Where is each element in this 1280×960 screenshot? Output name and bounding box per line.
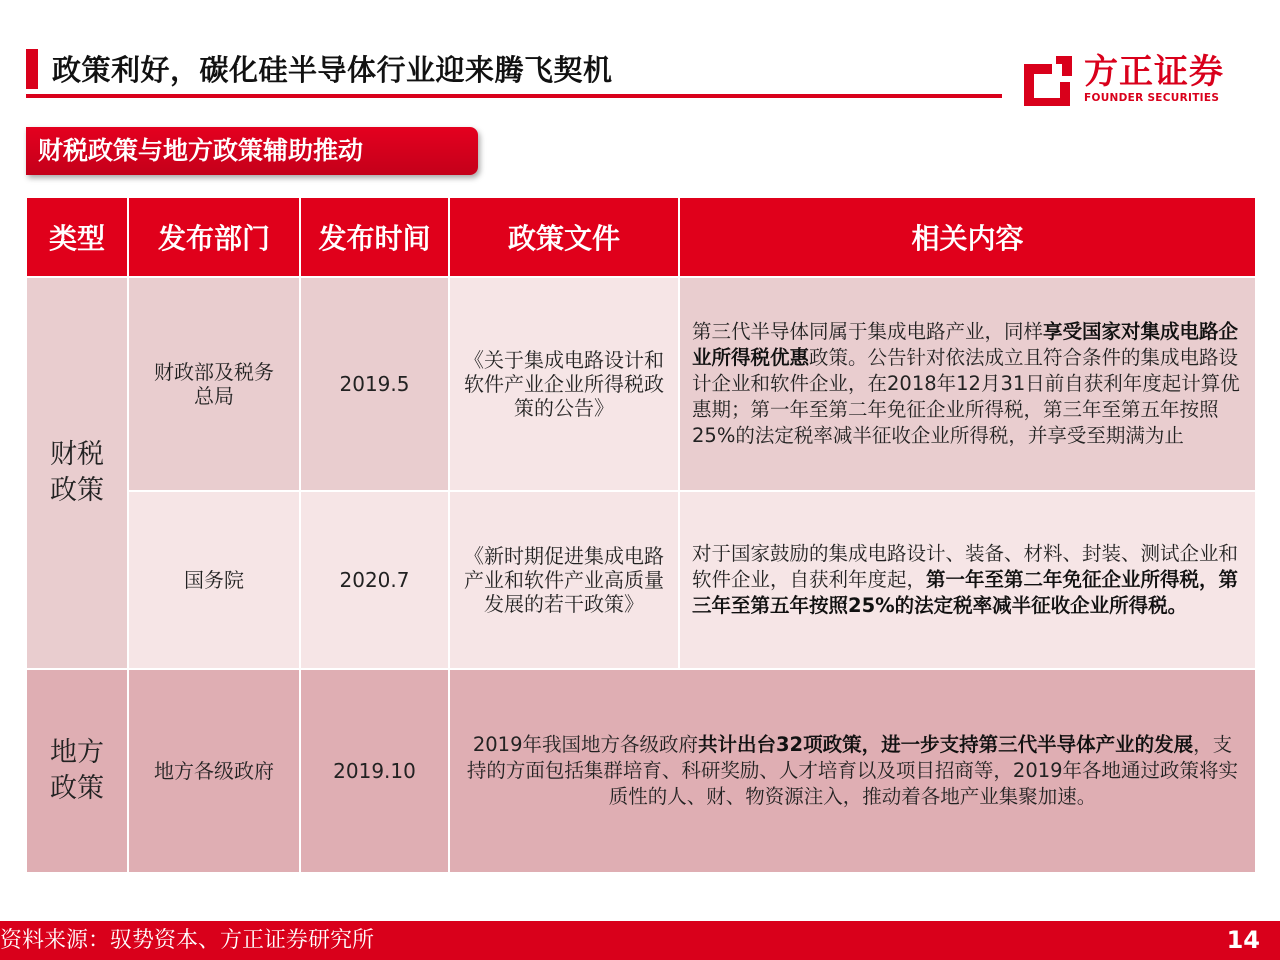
logo-text-en: FOUNDER SECURITIES [1084, 92, 1220, 104]
page-number: 14 [1226, 926, 1260, 954]
table-row [26, 669, 1256, 873]
header-content: 相关内容 [679, 197, 1256, 277]
type-label-local: 地方政策 [50, 737, 104, 804]
department-text: 财政部及税务总局 [154, 360, 274, 408]
date-cell: 2019.5 [300, 277, 449, 491]
header-document: 政策文件 [449, 197, 679, 277]
content-cell [679, 277, 1256, 491]
header-type: 类型 [26, 197, 128, 277]
table-header-row [26, 197, 1256, 277]
date-cell: 2020.7 [300, 491, 449, 669]
title-divider [26, 94, 1002, 98]
section-tab [26, 127, 478, 175]
content-cell [449, 669, 1256, 873]
header-department: 发布部门 [128, 197, 300, 277]
document-text: 《关于集成电路设计和软件产业企业所得税政策的公告》 [464, 348, 664, 420]
title-accent-bar [26, 49, 38, 89]
content-text: 2019年我国地方各级政府 [472, 733, 698, 756]
type-cell-fiscal [26, 277, 128, 669]
section-tab-label: 财税政策与地方政策辅助推动 [38, 136, 364, 165]
department-cell [128, 277, 300, 491]
document-cell [449, 491, 679, 669]
content-cell [679, 491, 1256, 669]
table-row [26, 491, 1256, 669]
document-cell [449, 277, 679, 491]
content-text: ，支持的方面包括集群培育、科研奖励、人才培育以及项目招商等，2019年各地通过政策将实质性的人、财、物资源注入，推动着各地产业集聚加速。 [466, 733, 1239, 808]
content-text: 政策。公告针对依法成立且符合条件的集成电路设计企业和软件企业，在2018年12月31日前自获利年度起计算优惠期；第一年至第二年免征企业所得税，第三年至第五年按照25%的法定税率减半征收企业所得税，并享受至期满为止 [692, 346, 1240, 447]
department-cell: 国务院 [128, 491, 300, 669]
policy-table [25, 196, 1257, 874]
logo-text-cn: 方正证券 [1084, 52, 1224, 92]
content-highlight: 共计出台32项政策，进一步支持第三代半导体产业的发展 [697, 733, 1194, 756]
content-text: 第三代半导体同属于集成电路产业，同样 [692, 320, 1044, 343]
footer-bar [0, 921, 1280, 960]
logo-mark-icon [1022, 54, 1074, 106]
department-cell: 地方各级政府 [128, 669, 300, 873]
document-text: 《新时期促进集成电路产业和软件产业高质量发展的若干政策》 [464, 544, 664, 616]
content-highlight: 第一年至第二年免征企业所得税，第三年至第五年按照25%的法定税率减半征收企业所得税。 [692, 568, 1239, 617]
date-cell: 2019.10 [300, 669, 449, 873]
header-date: 发布时间 [300, 197, 449, 277]
source-note: 资料来源：驭势资本、方正证券研究所 [0, 928, 375, 953]
table-row [26, 277, 1256, 491]
content-highlight: 享受国家对集成电路企业所得税优惠 [692, 320, 1239, 369]
type-label-fiscal: 财税政策 [50, 439, 104, 506]
type-cell-local [26, 669, 128, 873]
founder-securities-logo [1022, 52, 1242, 108]
content-text: 对于国家鼓励的集成电路设计、装备、材料、封装、测试企业和软件企业，自获利年度起， [692, 542, 1239, 591]
page-title: 政策利好，碳化硅半导体行业迎来腾飞契机 [52, 53, 613, 87]
